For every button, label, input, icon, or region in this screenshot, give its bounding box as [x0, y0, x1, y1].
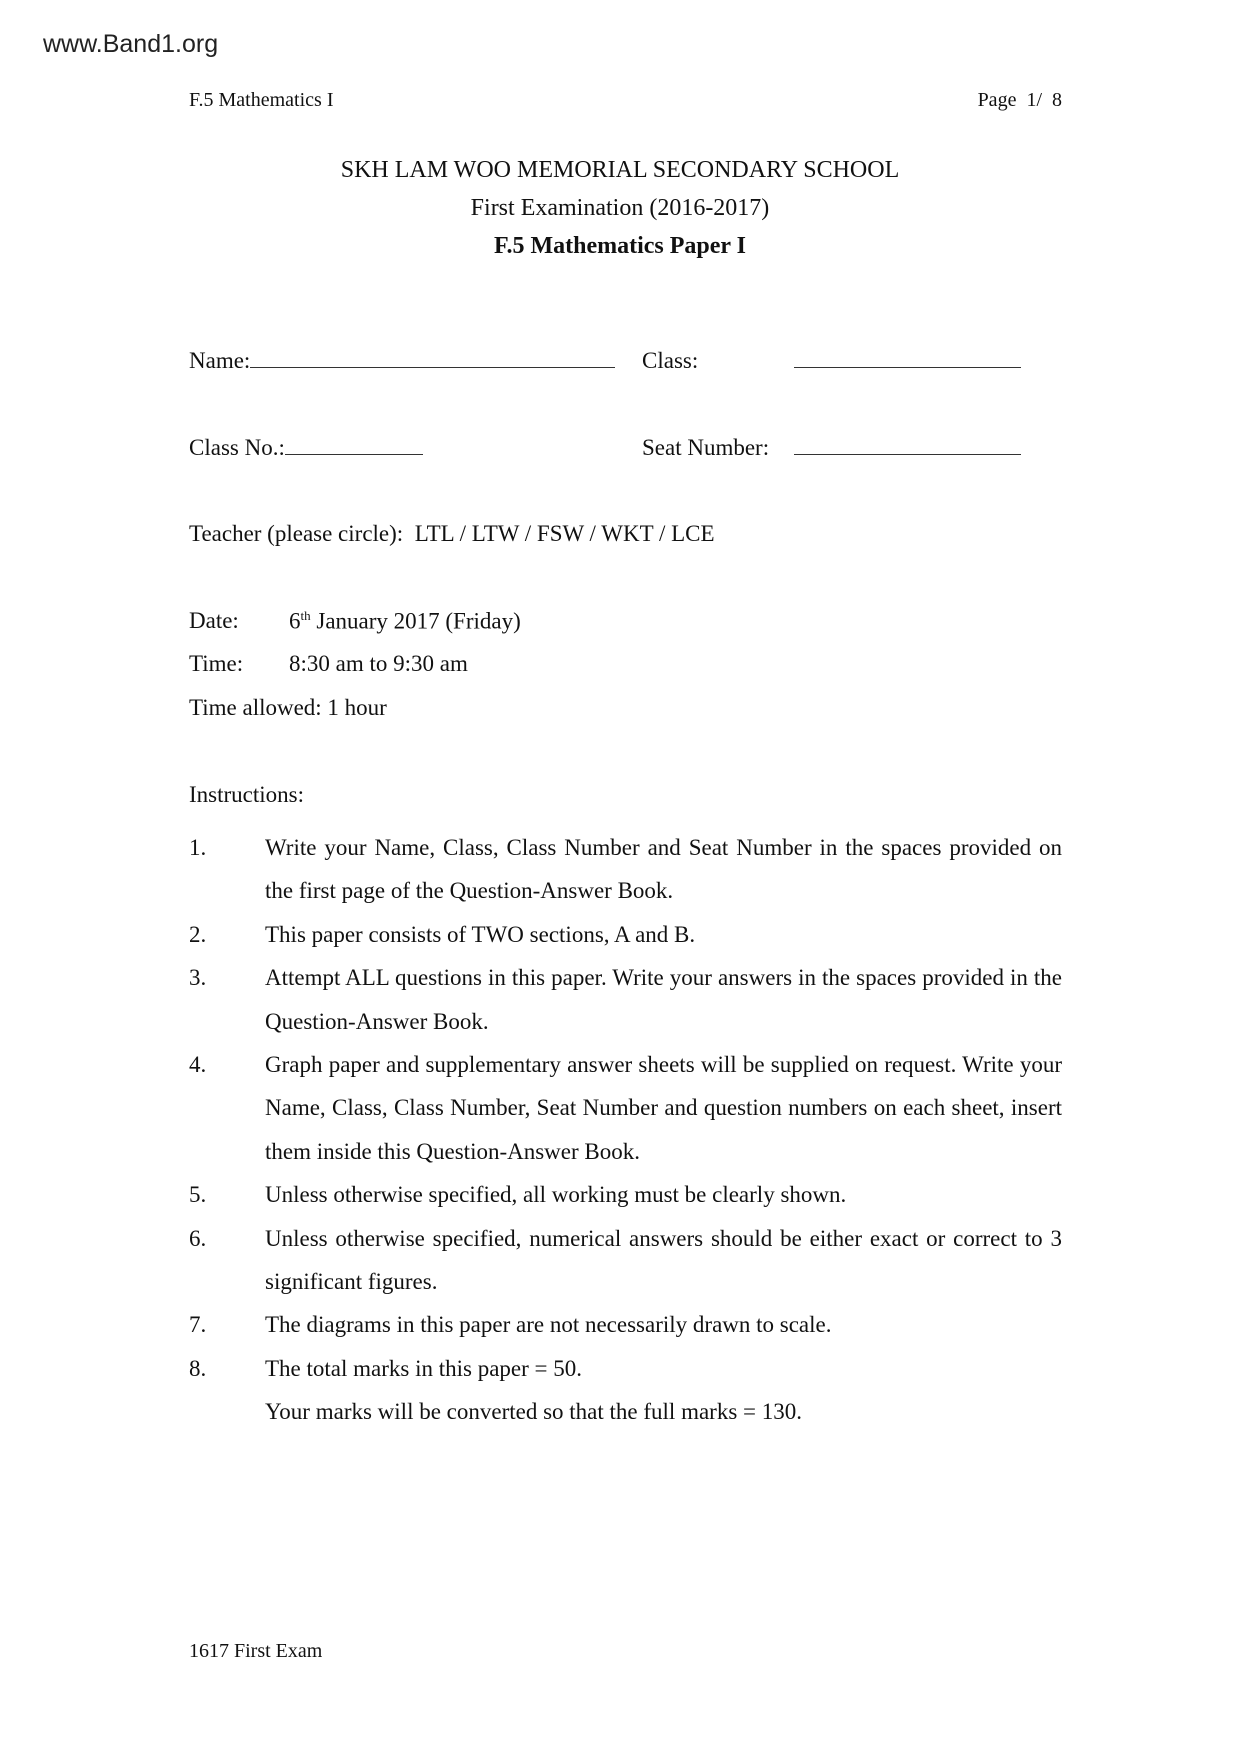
teacher-row — [189, 521, 715, 547]
class-label: Class: — [642, 348, 699, 373]
instruction-number: 7. — [189, 1312, 207, 1338]
instruction-item — [189, 1347, 1062, 1390]
name-label: Name: — [189, 348, 251, 373]
paper-title: F.5 Mathematics Paper I — [494, 233, 746, 259]
class-no-label: Class No.: — [189, 435, 285, 460]
page-number: Page 1/ 8 — [977, 89, 1062, 111]
instruction-text: This paper consists of TWO sections, A and B. — [265, 921, 696, 947]
instruction-text: Write your Name, Class, Class Number and Seat Number in the spaces provided on the first page of the Question-Answer Book. — [265, 835, 1062, 904]
instruction-item — [189, 1303, 1062, 1346]
instruction-item — [189, 826, 1062, 913]
instruction-text: Graph paper and supplementary answer sheets will be supplied on request. Write your Name, Class, Class Number, Seat Number and question numbers on each sheet, insert them inside this Question-Answer Book. — [265, 1052, 1062, 1164]
name-field[interactable] — [189, 348, 615, 374]
header-left: F.5 Mathematics I — [189, 89, 334, 111]
seat-label: Seat Number: — [642, 435, 770, 460]
instruction-number: 6. — [189, 1225, 207, 1251]
footer: 1617 First Exam — [189, 1640, 323, 1662]
date-day: 6 — [289, 608, 301, 634]
instruction-item — [189, 913, 1062, 956]
instruction-text: The diagrams in this paper are not necessarily drawn to scale. — [265, 1312, 832, 1338]
instruction-item — [189, 1043, 1062, 1173]
instruction-text: Attempt ALL questions in this paper. Write your answers in the spaces provided in the Question-Answer Book. — [265, 965, 1062, 1034]
watermark: www.Band1.org — [43, 30, 219, 58]
instructions-heading: Instructions: — [189, 782, 304, 807]
instruction-item — [189, 1390, 1062, 1433]
teacher-label: Teacher (please circle): — [189, 521, 404, 546]
time-label: Time: — [189, 651, 244, 676]
exam-title: First Examination (2016-2017) — [470, 195, 770, 221]
class-field[interactable] — [794, 348, 1021, 374]
date-value — [289, 608, 521, 635]
instruction-number: 2. — [189, 921, 207, 947]
instruction-number: 3. — [189, 965, 207, 991]
seat-field[interactable] — [794, 435, 1021, 461]
date-suffix: th — [300, 608, 311, 623]
instructions-list — [189, 826, 1062, 1434]
instruction-text: Unless otherwise specified, numerical answers should be either exact or correct to 3 significant figures. — [265, 1225, 1062, 1295]
instruction-item — [189, 1217, 1062, 1304]
instruction-number: 5. — [189, 1182, 207, 1208]
teacher-options[interactable]: LTL / LTW / FSW / WKT / LCE — [414, 521, 715, 546]
class-no-field[interactable] — [189, 435, 423, 461]
school-name: SKH LAM WOO MEMORIAL SECONDARY SCHOOL — [340, 157, 900, 183]
instruction-number: 1. — [189, 835, 207, 860]
instruction-number: 8. — [189, 1355, 207, 1381]
instruction-text: The total marks in this paper = 50. — [265, 1355, 583, 1381]
instruction-text: Unless otherwise specified, all working must be clearly shown. — [265, 1182, 847, 1208]
instruction-item — [189, 1173, 1062, 1216]
instruction-number — [189, 1390, 265, 1433]
date-label: Date: — [189, 608, 239, 633]
date-rest: January 2017 (Friday) — [310, 608, 521, 634]
time-allowed: Time allowed: 1 hour — [189, 695, 387, 720]
instruction-number: 4. — [189, 1052, 207, 1078]
time-value: 8:30 am to 9:30 am — [289, 651, 468, 676]
instruction-text: Your marks will be converted so that the full marks = 130. — [265, 1399, 802, 1425]
instruction-item — [189, 956, 1062, 1043]
